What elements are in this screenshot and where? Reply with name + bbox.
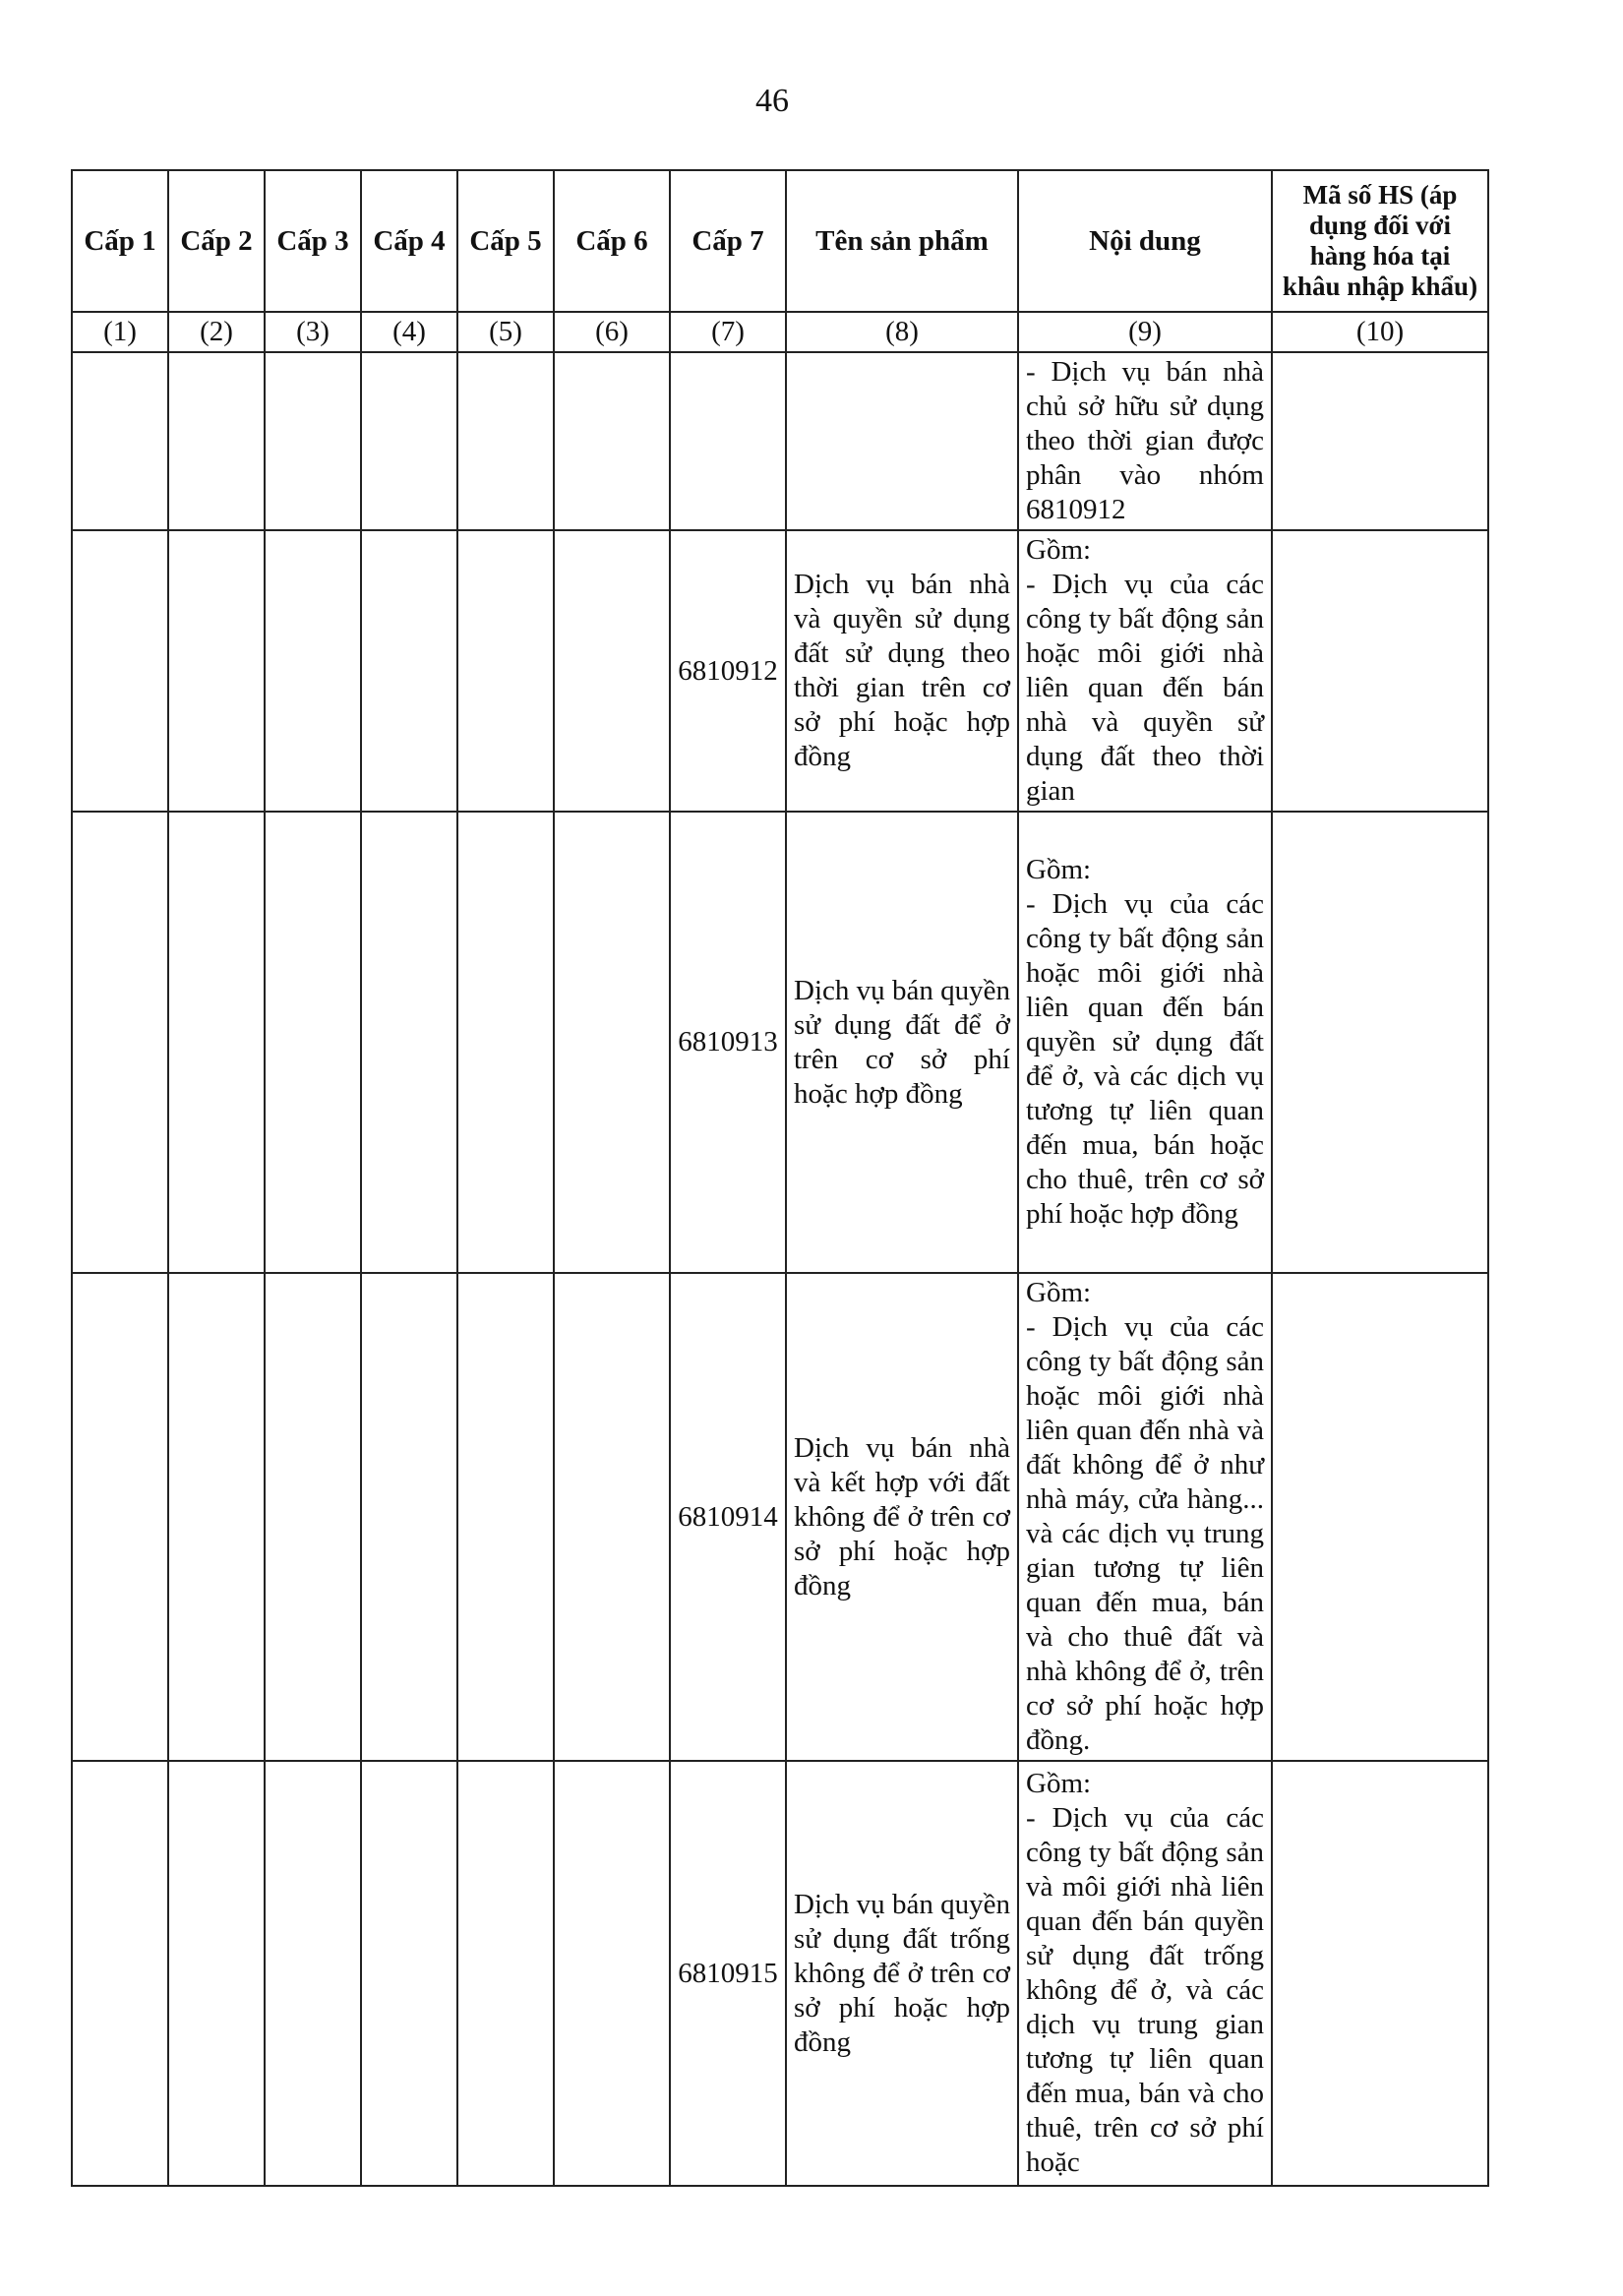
column-number: (6): [554, 312, 670, 352]
column-number: (9): [1018, 312, 1272, 352]
content-line: - Dịch vụ của các công ty bất động sản và môi giới nhà liên quan đến bán quyền sử dụng đất trống không để ở, và các dịch vụ trung gian tương tự liên quan đến mua, bán và cho thuê, trên cơ sở phí hoặc: [1026, 1802, 1264, 2178]
content-line: Gồm:: [1026, 1277, 1092, 1308]
header-cap-3: Cấp 3: [265, 170, 361, 312]
cap-cell: [554, 1761, 670, 2186]
cap-cell: [457, 1273, 554, 1761]
cap-cell: [361, 1273, 457, 1761]
content-line: - Dịch vụ của các công ty bất động sản hoặc môi giới nhà liên quan đến nhà và đất không để ở như nhà máy, cửa hàng... và các dịch vụ trung gian tương tự liên quan đến mua, bán và cho thuê đất và nhà không để ở, trên cơ sở phí hoặc hợp đồng.: [1026, 1311, 1264, 1756]
table-row: [72, 352, 1488, 530]
cap-cell: [72, 1273, 168, 1761]
column-number: (3): [265, 312, 361, 352]
product-code: 6810913: [670, 812, 786, 1273]
product-content: [1018, 812, 1272, 1273]
header-cap-4: Cấp 4: [361, 170, 457, 312]
cap-cell: [168, 352, 265, 530]
hs-code: [1272, 352, 1488, 530]
header-cap-2: Cấp 2: [168, 170, 265, 312]
header-cap-5: Cấp 5: [457, 170, 554, 312]
header-cap-1: Cấp 1: [72, 170, 168, 312]
cap-cell: [168, 1273, 265, 1761]
product-code: 6810915: [670, 1761, 786, 2186]
content-line: Gồm:: [1026, 534, 1092, 566]
column-number: (1): [72, 312, 168, 352]
product-content: [1018, 352, 1272, 530]
column-number: (2): [168, 312, 265, 352]
column-number: (7): [670, 312, 786, 352]
cap-cell: [168, 530, 265, 812]
header-hs-code: Mã số HS (áp dụng đối với hàng hóa tại khâu nhập khẩu): [1272, 170, 1488, 312]
cap-cell: [457, 530, 554, 812]
content-line: Gồm:: [1026, 854, 1092, 885]
hs-code: [1272, 1273, 1488, 1761]
product-classification-table: [71, 169, 1489, 2187]
column-number: (5): [457, 312, 554, 352]
cap-cell: [265, 1761, 361, 2186]
cap-cell: [554, 1273, 670, 1761]
product-name: [786, 352, 1018, 530]
cap-cell: [72, 530, 168, 812]
cap-cell: [554, 812, 670, 1273]
product-name: Dịch vụ bán nhà và quyền sử dụng đất sử dụng theo thời gian trên cơ sở phí hoặc hợp đồng: [786, 530, 1018, 812]
product-code: [670, 352, 786, 530]
hs-code: [1272, 530, 1488, 812]
product-name: Dịch vụ bán nhà và kết hợp với đất không để ở trên cơ sở phí hoặc hợp đồng: [786, 1273, 1018, 1761]
cap-cell: [265, 530, 361, 812]
cap-cell: [361, 530, 457, 812]
cap-cell: [554, 352, 670, 530]
cap-cell: [554, 530, 670, 812]
product-content: [1018, 530, 1272, 812]
cap-cell: [265, 812, 361, 1273]
product-code: 6810914: [670, 1273, 786, 1761]
table-row: [72, 530, 1488, 812]
table-row: [72, 1273, 1488, 1761]
cap-cell: [168, 1761, 265, 2186]
column-number: (4): [361, 312, 457, 352]
cap-cell: [361, 1761, 457, 2186]
product-content: [1018, 1761, 1272, 2186]
table-row: [72, 1761, 1488, 2186]
cap-cell: [265, 1273, 361, 1761]
column-number: (8): [786, 312, 1018, 352]
content-line: Gồm:: [1026, 1768, 1092, 1799]
hs-code: [1272, 1761, 1488, 2186]
cap-cell: [457, 352, 554, 530]
page-number: 46: [755, 83, 789, 119]
cap-cell: [457, 812, 554, 1273]
product-name: Dịch vụ bán quyền sử dụng đất trống không để ở trên cơ sở phí hoặc hợp đồng: [786, 1761, 1018, 2186]
cap-cell: [265, 352, 361, 530]
content-line: - Dịch vụ bán nhà chủ sở hữu sử dụng theo thời gian được phân vào nhóm 6810912: [1026, 356, 1264, 525]
cap-cell: [168, 812, 265, 1273]
product-code: 6810912: [670, 530, 786, 812]
product-name: Dịch vụ bán quyền sử dụng đất để ở trên cơ sở phí hoặc hợp đồng: [786, 812, 1018, 1273]
cap-cell: [72, 1761, 168, 2186]
table-row: [72, 812, 1488, 1273]
content-line: - Dịch vụ của các công ty bất động sản hoặc môi giới nhà liên quan đến bán quyền sử dụng đất để ở, và các dịch vụ tương tự liên quan đến mua, bán hoặc cho thuê, trên cơ sở phí hoặc hợp đồng: [1026, 888, 1264, 1230]
column-number-row: [72, 312, 1488, 352]
cap-cell: [361, 812, 457, 1273]
header-product-name: Tên sản phẩm: [786, 170, 1018, 312]
header-row: [72, 170, 1488, 312]
cap-cell: [361, 352, 457, 530]
content-line: - Dịch vụ của các công ty bất động sản hoặc môi giới nhà liên quan đến bán nhà và quyền sử dụng đất theo thời gian: [1026, 569, 1264, 807]
header-cap-6: Cấp 6: [554, 170, 670, 312]
product-content: [1018, 1273, 1272, 1761]
cap-cell: [72, 812, 168, 1273]
column-number: (10): [1272, 312, 1488, 352]
header-cap-7: Cấp 7: [670, 170, 786, 312]
hs-code: [1272, 812, 1488, 1273]
cap-cell: [72, 352, 168, 530]
cap-cell: [457, 1761, 554, 2186]
header-content: Nội dung: [1018, 170, 1272, 312]
